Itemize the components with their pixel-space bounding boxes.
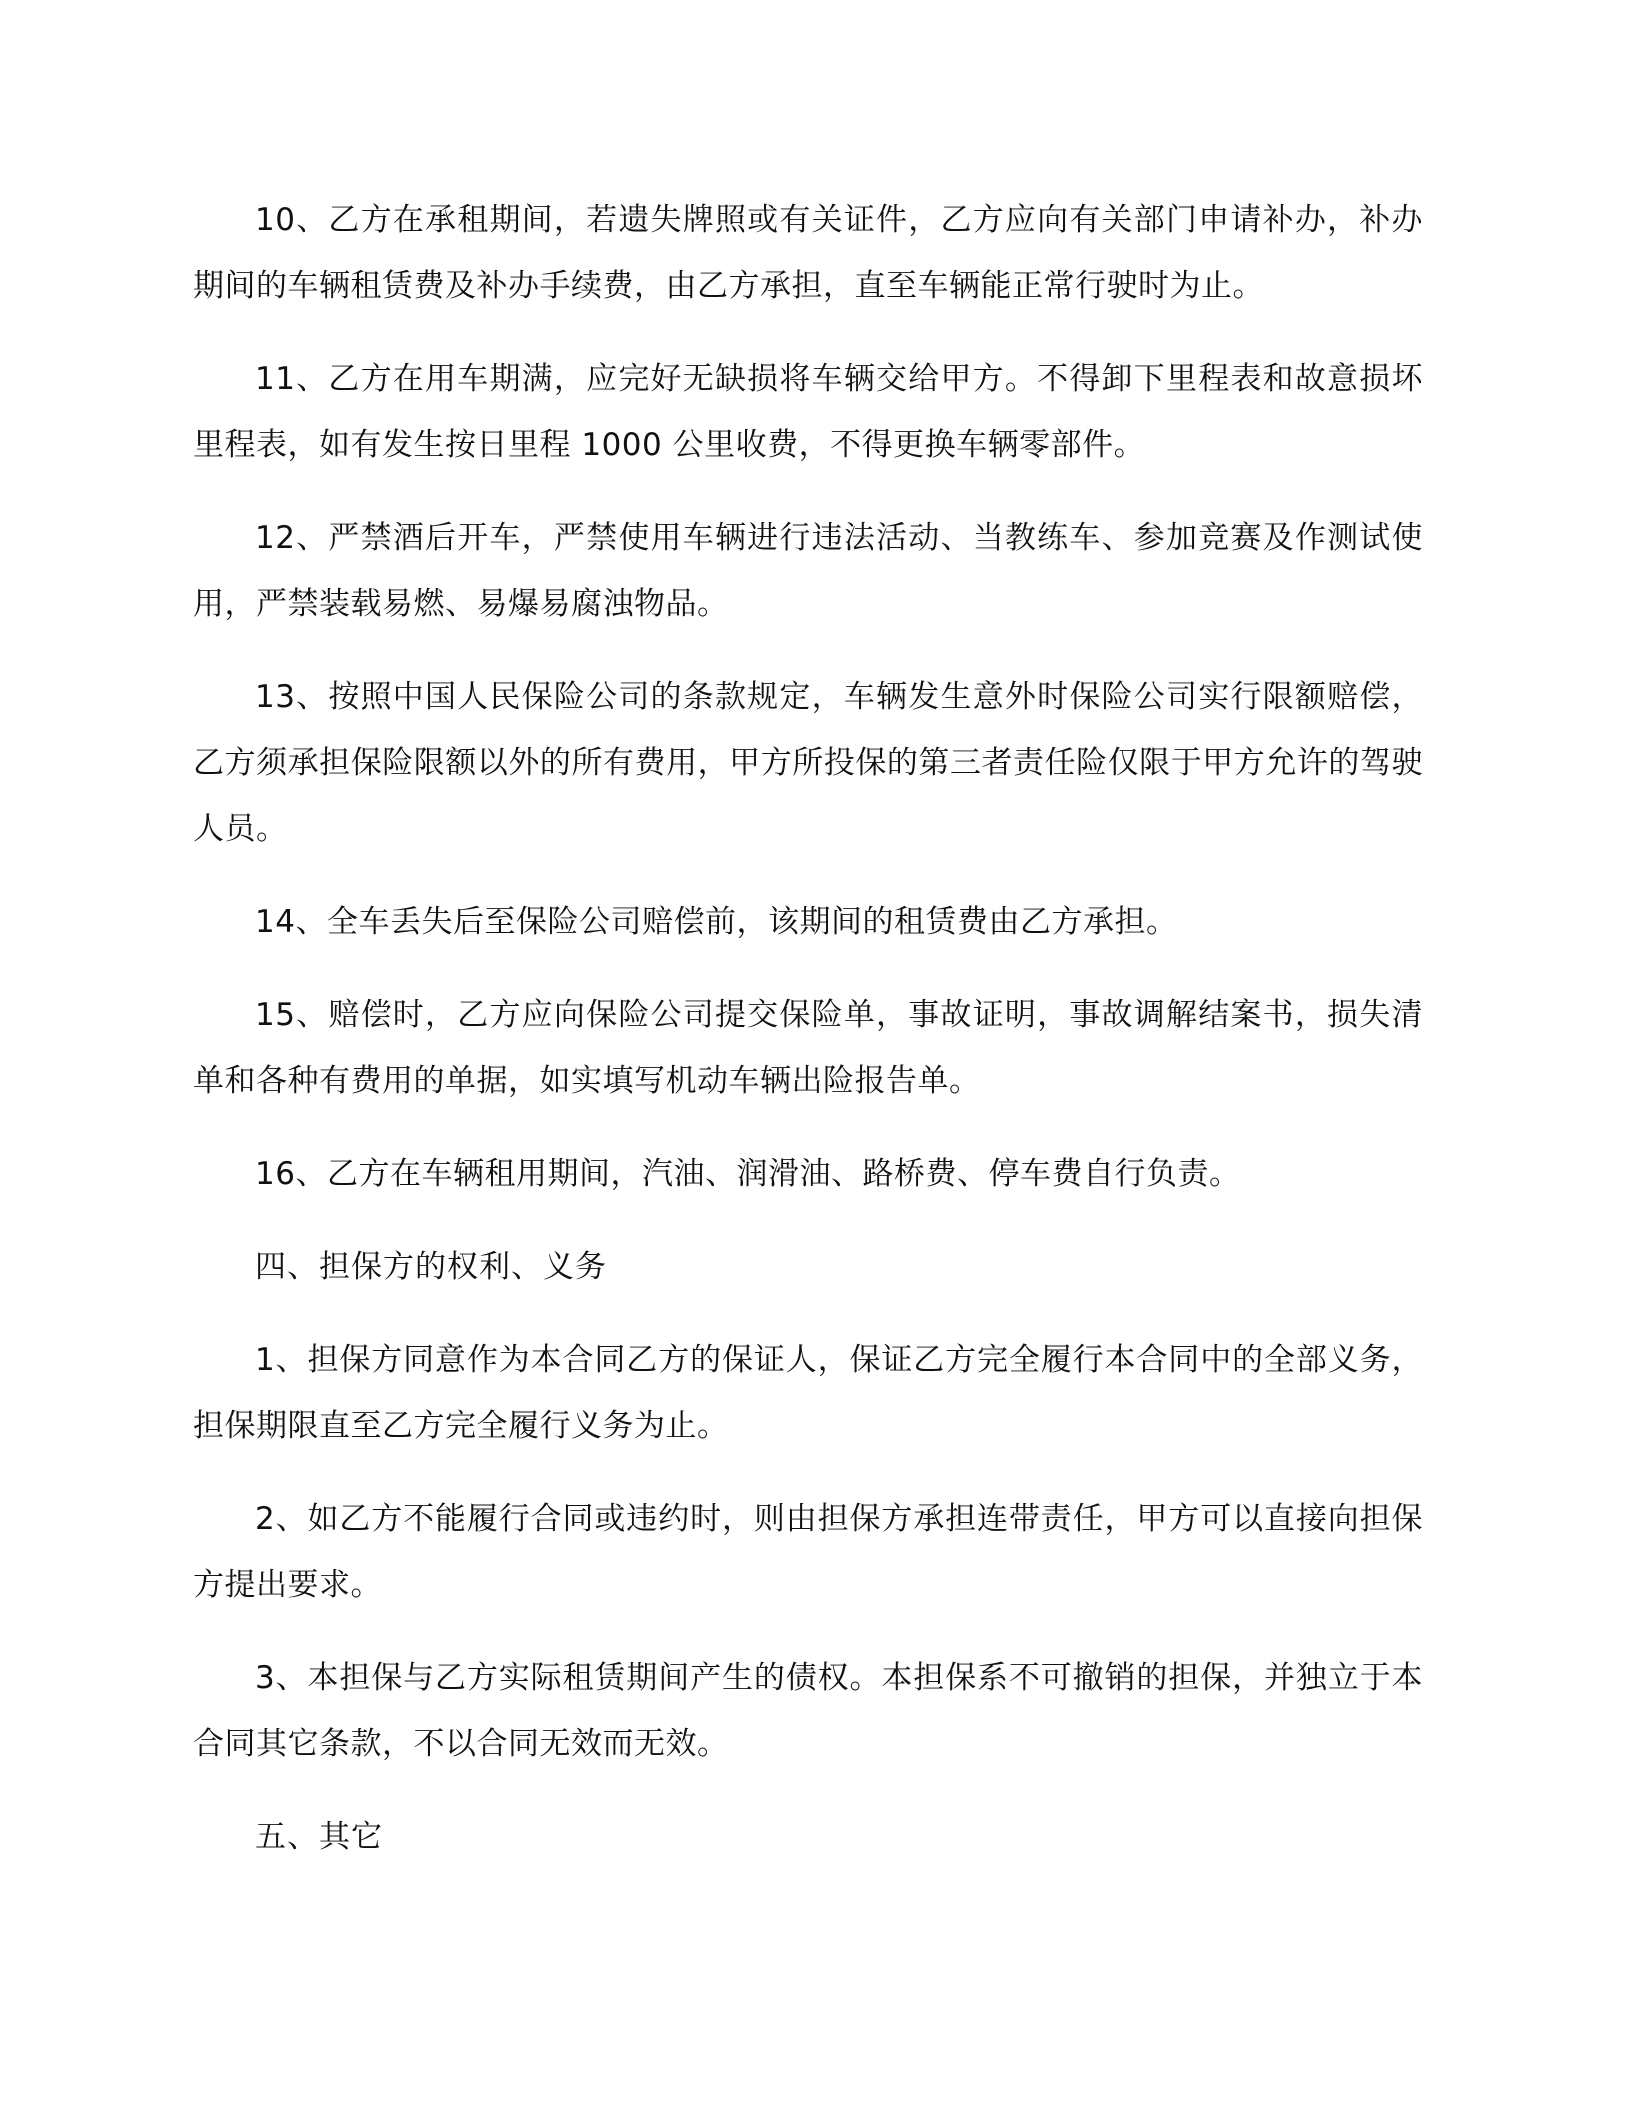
document-body: [193, 187, 1423, 1897]
clause-11: 11、乙方在用车期满，应完好无缺损将车辆交给甲方。不得卸下里程表和故意损坏里程表，如有发生按日里程 1000 公里收费，不得更换车辆零部件。: [193, 361, 1423, 463]
clause-16: 16、乙方在车辆租用期间，汽油、润滑油、路桥费、停车费自行负责。: [255, 1156, 1241, 1192]
clause-12: 12、严禁酒后开车，严禁使用车辆进行违法活动、当教练车、参加竞赛及作测试使用，严禁装载易燃、易爆易腐浊物品。: [193, 520, 1423, 622]
clause-13: 13、按照中国人民保险公司的条款规定，车辆发生意外时保险公司实行限额赔偿，乙方须承担保险限额以外的所有费用，甲方所投保的第三者责任险仅限于甲方允许的驾驶人员。: [193, 679, 1423, 847]
clause-14: 14、全车丢失后至保险公司赔偿前，该期间的租赁费由乙方承担。: [255, 904, 1178, 940]
guarantee-clause-1: 1、担保方同意作为本合同乙方的保证人，保证乙方完全履行本合同中的全部义务，担保期限直至乙方完全履行义务为止。: [193, 1342, 1423, 1444]
clause-15: 15、赔偿时，乙方应向保险公司提交保险单，事故证明，事故调解结案书，损失清单和各种有费用的单据，如实填写机动车辆出险报告单。: [193, 997, 1423, 1099]
guarantee-clause-2: 2、如乙方不能履行合同或违约时，则由担保方承担连带责任，甲方可以直接向担保方提出要求。: [193, 1501, 1423, 1603]
section-five-heading: 五、其它: [255, 1819, 383, 1855]
guarantee-clause-3: 3、本担保与乙方实际租赁期间产生的债权。本担保系不可撤销的担保，并独立于本合同其它条款，不以合同无效而无效。: [193, 1660, 1423, 1762]
clause-10: 10、乙方在承租期间，若遗失牌照或有关证件，乙方应向有关部门申请补办，补办期间的车辆租赁费及补办手续费，由乙方承担，直至车辆能正常行驶时为止。: [193, 202, 1423, 304]
section-four-heading: 四、担保方的权利、义务: [255, 1249, 607, 1285]
